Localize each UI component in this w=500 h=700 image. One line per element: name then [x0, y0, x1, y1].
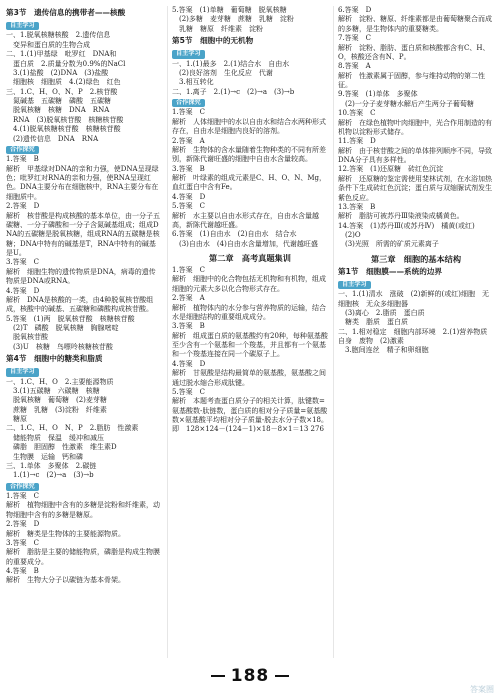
- answer-line: 二、1.离子 2.(1)→c (2)→a (3)→b: [172, 87, 295, 96]
- answer-line: 乳糖 糖原 纤维素 淀粉: [172, 24, 263, 33]
- answer-line: 3.答案 C: [6, 258, 40, 267]
- answer-line: 解析 甲基绿对DNA的亲和力强，使DNA呈现绿色；吡罗红对RNA的亲和力强，使RNA呈现红色。DNA主要分布在细胞核中，RNA主要分布在细胞质中。: [6, 164, 159, 201]
- section-tag: 合作探究: [172, 99, 205, 107]
- answer-line: 细胞核 细胞质 4.(2)绿色 红色: [6, 78, 121, 87]
- answer-line: 4.答案 D: [172, 192, 206, 201]
- answer-line: 二、1.C、H、O N、P 2.脂肪 性激素: [6, 424, 139, 433]
- watermark-logo: 答案圈: [470, 685, 494, 695]
- column-right: [333, 6, 494, 658]
- answer-line: 脱氧核糖 葡萄糖 (2)麦芽糖: [6, 396, 107, 405]
- answer-line: 解析 淀粉、脂肪、蛋白质和核酸都含有C、H、O，核酸还含有N、P。: [338, 43, 490, 61]
- section-tag: 自主学习: [6, 22, 39, 30]
- answer-line: 解析 甘氨酸是结构最简单的氨基酸，氨基酸之间通过脱水缩合形成肽键。: [172, 369, 326, 387]
- answer-line: 变异和蛋白质的生物合成: [6, 40, 90, 49]
- answer-line: 糖原: [6, 415, 27, 424]
- answer-line: RNA (3)脱氧核苷酸 核糖核苷酸: [6, 115, 124, 124]
- answer-columns: [6, 6, 494, 658]
- answer-line: 2.答案 A: [172, 136, 205, 145]
- answer-line: 3.胞间连丝 精子和卵细胞: [338, 346, 429, 355]
- answer-line: 1.答案 C: [6, 492, 40, 501]
- answer-line: 解析 细胞中的化合物包括无机物和有机物，组成细胞的元素大多以化合物形式存在。: [172, 275, 326, 293]
- answer-line: 3.(1)五碳糖 六碳糖 核糖: [6, 386, 100, 395]
- answer-line: 二、1.(1)甲基绿 吡罗红 DNA和: [6, 50, 117, 59]
- answer-line: 9.答案 (1)单体 多聚体: [338, 90, 418, 99]
- answer-line: 生物膜 运输 钙和磷: [6, 452, 83, 461]
- answer-line: 解析 本题考查蛋白质分子的相关计算，肽键数=氨基酸数-肽链数，蛋白质的相对分子质量=氨基酸数×氨基酸平均相对分子质量-脱去水分子数×18。: [172, 397, 328, 424]
- section-title: 第3节 遗传信息的携带者——核酸: [6, 8, 126, 17]
- answer-line: 4.(1)脱氧核糖核苷酸 核糖核苷酸: [6, 125, 121, 134]
- answer-line: 5.答案 C: [172, 202, 206, 211]
- answer-line: 11.答案 D: [338, 137, 376, 146]
- answer-line: 4.答案 D: [6, 286, 40, 295]
- answer-line: 即 128×124－(124－1)×18－8×1＝13 276: [172, 425, 324, 434]
- answer-line: 解析 人体细胞中的水以自由水和结合水两种形式存在，自由水是细胞内良好的溶剂。: [172, 117, 326, 136]
- answer-line: 2.答案 A: [172, 294, 205, 303]
- answer-line: 3.相互转化: [172, 78, 214, 87]
- answer-line: 3.答案 B: [172, 164, 205, 173]
- section-title: 第5节 细胞中的无机物: [172, 36, 254, 46]
- answer-line: 3.答案 C: [6, 538, 40, 547]
- answer-line: 1.(1)→c (2)→a (3)→b: [6, 471, 94, 480]
- answer-line: 1.答案 C: [172, 108, 206, 117]
- chapter-title: 第三章 细胞的基本结构: [370, 253, 462, 264]
- answer-line: 3.答案 B: [172, 322, 205, 331]
- answer-line: 解析 还原糖的鉴定需使用斐林试剂，在水浴加热条件下生成砖红色沉淀；蛋白质与双缩脲试剂发生紫色反应。: [338, 174, 492, 202]
- answer-line: (2)T 磷酸 脱氧核糖 胸腺嘧啶: [6, 324, 119, 333]
- answer-line: 三、1.单体 多聚体 2.碳链: [6, 461, 97, 470]
- answer-line: 解析 脂肪可被苏丹Ⅲ染液染成橘黄色。: [338, 212, 464, 221]
- section-tag: 合作探究: [6, 483, 39, 491]
- answer-line: 解析 组成蛋白质的氨基酸约有20种，每种氨基酸至少含有一个氨基和一个羧基，并且都有一个氨基和一个羧基连接在同一个碳原子上。: [172, 331, 328, 359]
- answer-line: 4.答案 D: [172, 359, 206, 368]
- section-title: 第4节 细胞中的糖类和脂质: [6, 354, 103, 364]
- answer-line: (3)自由水 (4)自由水含量增加，代谢越旺盛: [172, 239, 318, 248]
- answer-line: 14.答案 (1)苏丹Ⅲ(或苏丹Ⅳ) 橘黄(或红): [338, 221, 475, 230]
- answer-line: 解析 叶绿素的组成元素是C、H、O、N、Mg，血红蛋白中含有Fe。: [172, 174, 326, 192]
- answer-line: 糖类 脂质 蛋白质: [338, 318, 408, 327]
- answer-line: 一、1.C、H、O 2.主要能源物质: [6, 377, 114, 386]
- section-tag: 自主学习: [6, 368, 39, 376]
- answer-line: 解析 核苷酸是构成核酸的基本单位，由一分子五碳糖、一分子磷酸和一分子含氮碱基组成；组成DNA的五碳糖是脱氧核糖，组成RNA的五碳糖是核糖；DNA中特有的碱基是T，RNA中特有的碱基是U。: [6, 211, 160, 258]
- answer-line: 7.答案 C: [338, 34, 372, 43]
- answer-line: 12.答案 (1)还原糖 砖红色沉淀: [338, 165, 444, 174]
- answer-line: 6.答案 (1)自由水 (2)自由水 结合水: [172, 230, 297, 239]
- answer-line: 2.答案 D: [6, 202, 40, 211]
- answer-line: 一、1.(1)最多 2.(1)结合水 自由水: [172, 59, 290, 68]
- answer-line: 二、1.相对稳定 细胞内部环境 2.(1)营养物质 自身 废物 (2)激素: [338, 327, 494, 346]
- answer-line: 3.(1)盐酸 (2)DNA (3)盐酸: [6, 68, 109, 77]
- answer-line: 解析 植物体内的水分参与营养物质的运输，结合水是细胞结构的重要组成成分。: [172, 303, 326, 321]
- answer-line: 解析 生物体的含水量随着生物种类的不同有所差别，新陈代谢旺盛的细胞中自由水含量较高。: [172, 145, 326, 164]
- answer-line: 6.答案 D: [338, 6, 372, 14]
- answer-line: 5.答案 (1)两 脱氧核苷酸 核糖核苷酸: [6, 314, 135, 323]
- answer-line: 解析 细胞生物的遗传物质是DNA，病毒的遗传物质是DNA或RNA。: [6, 267, 156, 286]
- answer-line: 2.答案 D: [6, 520, 40, 529]
- answer-line: 解析 DNA是核酸的一类，由4种脱氧核苷酸组成，核酸中的碱基、五碳糖和磷酸构成核苷酸。: [6, 295, 154, 314]
- answer-line: 三、1.C、H、O、N、P 2.核苷酸: [6, 87, 118, 96]
- section-tag: 自主学习: [338, 281, 371, 289]
- answer-line: (2)良好溶剂 生化反应 代谢: [172, 68, 273, 77]
- answer-line: 5.答案 (1)单糖 葡萄糖 脱氧核糖: [172, 6, 287, 14]
- section-tag: 自主学习: [172, 50, 205, 58]
- section-title: 第1节 细胞膜——系统的边界: [338, 266, 443, 276]
- answer-line: 解析 淀粉、糖原、纤维素都是由葡萄糖聚合而成的多糖，是生物体内的重要糖类。: [338, 15, 492, 33]
- answer-line: 解析 脂肪是主要的储能物质，磷脂是构成生物膜的重要成分。: [6, 548, 160, 566]
- answer-line: 蛋白质 2.质量分数为0.9%的NaCl: [6, 59, 126, 68]
- answer-line: (2)遗传信息 DNA RNA: [6, 134, 99, 143]
- answer-line: 解析 生物大分子以碳链为基本骨架。: [6, 576, 125, 585]
- column-middle: [167, 6, 328, 658]
- answer-line: (3)光照 所需的矿质元素离子: [338, 240, 439, 249]
- answer-line: 磷脂 胆固醇 性激素 维生素D: [6, 443, 117, 452]
- answer-line: 脱氧核糖 核糖 DNA RNA: [6, 106, 110, 115]
- answer-line: 脱氧核苷酸: [6, 333, 48, 342]
- answer-line: 解析 植物细胞中含有的多糖是淀粉和纤维素，动物细胞中含有的多糖是糖原。: [6, 501, 160, 519]
- answer-line: 储能物质 保温 缓冲和减压: [6, 433, 104, 442]
- page-number: 188: [230, 666, 270, 687]
- column-left: [6, 6, 162, 658]
- answer-line: 蔗糖 乳糖 (3)淀粉 纤维素: [6, 405, 107, 414]
- answer-line: 解析 水主要以自由水形式存在，自由水含量越高，新陈代谢越旺盛。: [172, 211, 319, 229]
- answer-line: (2)多糖 麦芽糖 蔗糖 乳糖 淀粉: [172, 15, 294, 24]
- answer-line: (3)U 核糖 鸟嘌呤核糖核苷酸: [6, 342, 113, 351]
- answer-line: 解析 性激素属于固醇，参与维持动物的第二性征。: [338, 71, 485, 89]
- page-footer: [0, 665, 500, 688]
- answer-line: 解析 在绿色植物叶肉细胞中，光合作用制造的有机物以淀粉形式储存。: [338, 118, 492, 136]
- chapter-title: 第二章 高考真题集训: [209, 253, 291, 264]
- answer-line: 4.答案 B: [6, 567, 39, 576]
- answer-line: (2)一分子麦芽糖水解后产生两分子葡萄糖: [338, 99, 474, 108]
- answer-line: 1.答案 B: [6, 155, 39, 164]
- answer-line: 13.答案 B: [338, 202, 376, 211]
- answer-line: 10.答案 C: [338, 109, 376, 118]
- answer-line: 氮碱基 五碳糖 磷酸 五碳糖: [6, 97, 111, 106]
- answer-line: 解析 由于核苷酸之间的单体排列顺序不同，导致DNA分子具有多样性。: [338, 146, 492, 164]
- answer-line: 1.答案 C: [172, 266, 206, 274]
- answer-line: 一、1.脱氧核糖核酸 2.遗传信息: [6, 31, 111, 40]
- section-tag: 合作探究: [6, 146, 39, 154]
- answer-line: 5.答案 C: [172, 387, 206, 396]
- answer-line: (3)离心 2.脂质 蛋白质: [338, 308, 425, 317]
- footer-dash-left: [211, 675, 225, 677]
- answer-line: (2)O: [338, 231, 361, 239]
- answer-line: 解析 糖类是生物体的主要能源物质。: [6, 529, 125, 538]
- answer-line: 8.答案 A: [338, 62, 371, 71]
- answer-line: 一、1.(1)清水 涨破 (2)新鲜的(或红)细胞 无细胞核 无众多细胞器: [338, 290, 489, 308]
- footer-dash-right: [275, 675, 289, 677]
